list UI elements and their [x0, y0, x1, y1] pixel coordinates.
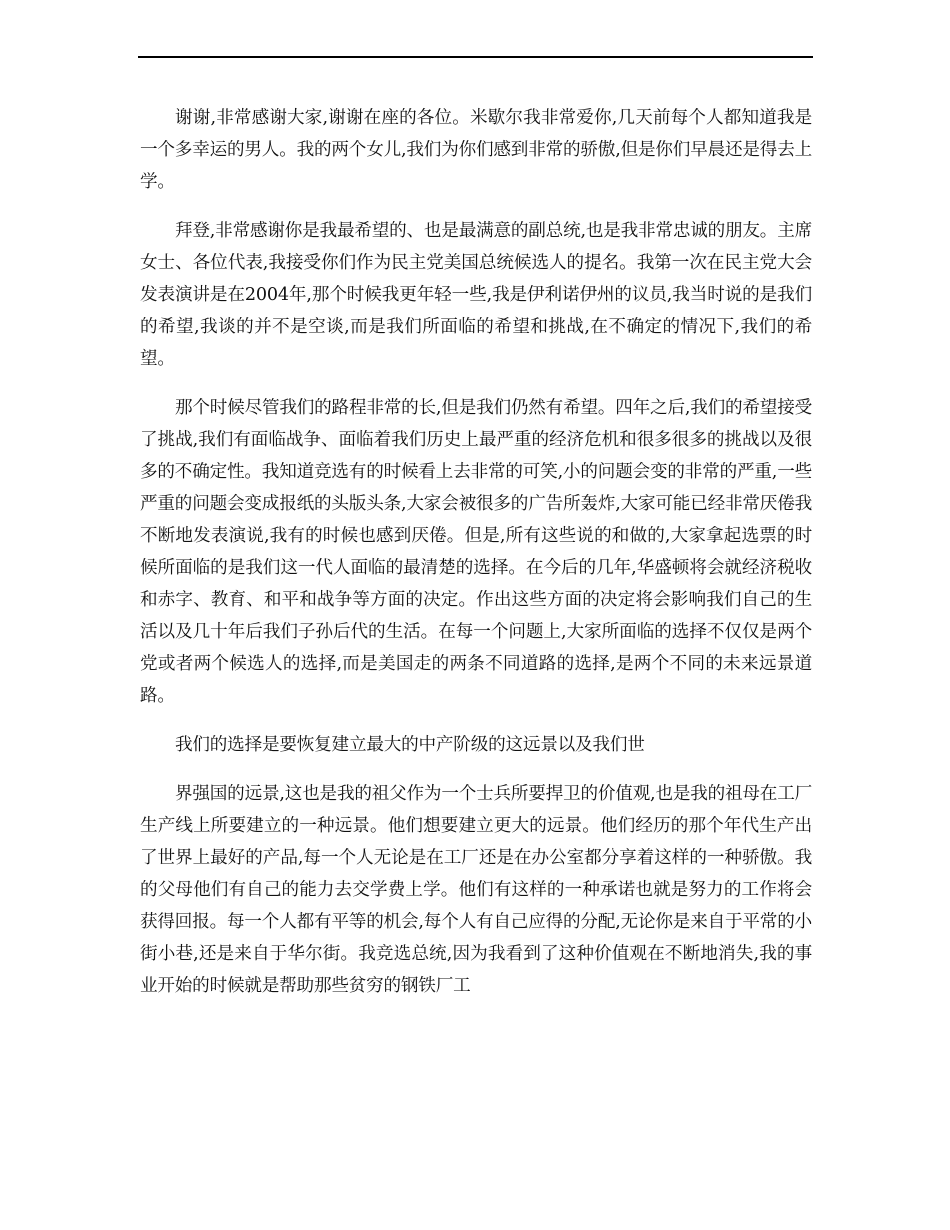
document-body	[140, 102, 812, 1019]
header-rule	[138, 56, 813, 58]
paragraph-2: 拜登,非常感谢你是我最希望的、也是最满意的副总统,也是我非常忠诚的朋友。主席女士、各位代表,我接受你们作为民主党美国总统候选人的提名。我第一次在民主党大会发表演讲是在2004年,那个时候我更年轻一些,我是伊利诺伊州的议员,我当时说的是我们的希望,我谈的并不是空谈,而是我们所面临的希望和挑战,在不确定的情况下,我们的希望。	[140, 221, 812, 369]
paragraph-3: 那个时候尽管我们的路程非常的长,但是我们仍然有希望。四年之后,我们的希望接受了挑战,我们有面临战争、面临着我们历史上最严重的经济危机和很多很多的挑战以及很多的不确定性。我知道竞选有的时候看上去非常的可笑,小的问题会变的非常的严重,一些严重的问题会变成报纸的头版头条,大家会被很多的广告所轰炸,大家可能已经非常厌倦我不断地发表演说,我有的时候也感到厌倦。但是,所有这些说的和做的,大家拿起选票的时候所面临的是我们这一代人面临的最清楚的选择。在今后的几年,华盛顿将会就经济税收和赤字、教育、和平和战争等方面的决定。作出这些方面的决定将会影响我们自己的生活以及几十年后我们子孙后代的生活。在每一个问题上,大家所面临的选择不仅仅是两个党或者两个候选人的选择,而是美国走的两条不同道路的选择,是两个不同的未来远景道路。	[140, 398, 812, 706]
paragraph-1: 谢谢,非常感谢大家,谢谢在座的各位。米歇尔我非常爱你,几天前每个人都知道我是一个多幸运的男人。我的两个女儿,我们为你们感到非常的骄傲,但是你们早晨还是得去上学。	[140, 108, 812, 192]
paragraph-4: 我们的选择是要恢复建立最大的中产阶级的这远景以及我们世	[175, 735, 645, 755]
paragraph-5: 界强国的远景,这也是我的祖父作为一个士兵所要捍卫的价值观,也是我的祖母在工厂生产线上所要建立的一种远景。他们想要建立更大的远景。他们经历的那个年代生产出了世界上最好的产品,每一个人无论是在工厂还是在办公室都分享着这样的一种骄傲。我的父母他们有自己的能力去交学费上学。他们有这样的一种承诺也就是努力的工作将会获得回报。每一个人都有平等的机会,每个人有自己应得的分配,无论你是来自于平常的小街小巷,还是来自于华尔街。我竞选总统,因为我看到了这种价值观在不断地消失,我的事业开始的时候就是帮助那些贫穷的钢铁厂工	[140, 784, 812, 996]
